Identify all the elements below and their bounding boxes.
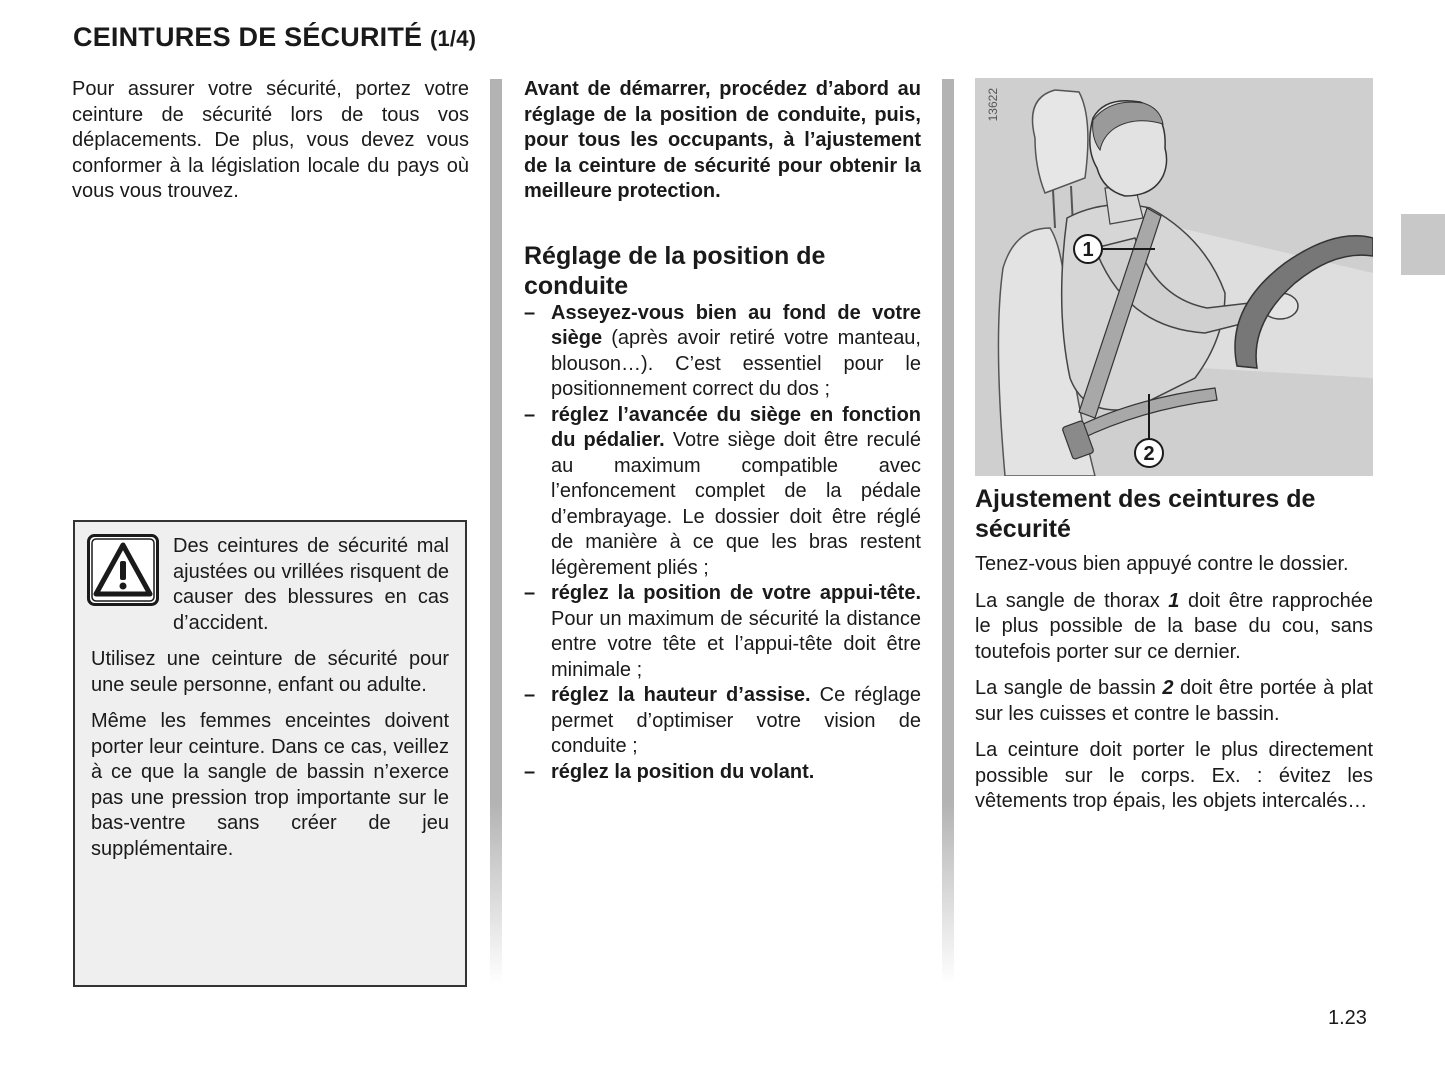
column-separator-2 <box>942 79 954 984</box>
list-item <box>524 581 921 683</box>
callout-1: 1 <box>1082 239 1094 261</box>
section-heading-belt-adjustment: Ajustement des ceintures de sécurité <box>975 485 1316 543</box>
list-item <box>524 760 921 786</box>
list-item-bold: réglez l’avancée du siège en fonction du pédalier. <box>551 403 921 451</box>
list-item <box>524 403 921 582</box>
list-item <box>524 683 921 760</box>
text-span: doit être portée à plat sur les cuisses et contre le bassin. <box>975 677 1373 725</box>
text-span: La sangle de bassin <box>975 677 1163 699</box>
list-item-text: Ce réglage permet d’optimiser votre vision de conduite ; <box>551 684 921 757</box>
callout-2: 2 <box>1143 443 1155 465</box>
text-span: doit être rapprochée le plus possible de la base du cou, sans toutefois porter sur ce dernier. <box>975 589 1373 663</box>
warning-triangle-icon <box>87 534 159 606</box>
body-paragraph-3 <box>975 676 1373 727</box>
page-title <box>73 22 476 53</box>
text-span: La sangle de thorax <box>975 589 1169 612</box>
chapter-tab <box>1401 214 1445 275</box>
page-number: 1.23 <box>1328 1007 1367 1029</box>
body-paragraph-1: Tenez-vous bien appuyé contre le dossier. <box>975 553 1349 575</box>
list-item-bold: réglez la position du volant. <box>551 760 815 783</box>
seatbelt-illustration <box>975 78 1373 476</box>
list-item-text: Votre siège doit être reculé au maximum compatible avec l’enfoncement complet de la pédale d’embrayage. Le dossier doit être réglé de manière à ce que les bras restent légèrement pliés ; <box>551 429 921 579</box>
driver-drawing <box>975 78 1373 476</box>
list-item-text: (après avoir retiré votre manteau, blouson…). C’est essentiel pour le positionnement correct du dos ; <box>551 327 921 400</box>
list-item-bold: Asseyez-vous bien au fond de votre siège <box>551 301 921 349</box>
column-separator-1 <box>490 79 502 984</box>
column-3 <box>975 78 1373 815</box>
callout-ref-2: 2 <box>1162 677 1174 699</box>
intro-paragraph: Pour assurer votre sécurité, portez votre ceinture de sécurité lors de tous vos déplacements. De plus, vous devez vous conformer à la législation locale du pays où vous vous trouvez. <box>72 78 469 202</box>
callout-ref-1: 1 <box>1168 589 1180 612</box>
adjustment-list <box>524 301 921 786</box>
section-heading-driving-position: Réglage de la position de conduite <box>524 241 826 300</box>
warning-paragraph-3: Même les femmes enceintes doivent porter leur ceinture. Dans ce cas, veillez à ce que la sangle de bassin n’exerce pas une pression trop importante sur le bas-ventre sans créer de jeu supplémentaire. <box>91 710 449 860</box>
warning-paragraph-2: Utilisez une ceinture de sécurité pour une seule personne, enfant ou adulte. <box>91 648 449 696</box>
intro-bold-paragraph: Avant de démarrer, procédez d’abord au réglage de la position de conduite, puis, pour tous les occupants, à l’ajustement de la ceinture de sécurité pour obtenir la meilleure protection. <box>524 78 921 202</box>
body-paragraph-2 <box>975 589 1373 666</box>
warning-paragraph-1: Des ceintures de sécurité mal ajustées ou vrillées risquent de causer des blessures en cas d’accident. <box>173 535 449 634</box>
column-2 <box>524 77 921 785</box>
list-item-text: Pour un maximum de sécurité la distance entre votre tête et l’appui-tête doit être minimale ; <box>551 607 921 681</box>
list-item <box>524 301 921 403</box>
figure-code: 13622 <box>986 88 1000 122</box>
list-item-bold: réglez la hauteur d’assise. <box>551 684 811 706</box>
body-paragraph-4: La ceinture doit porter le plus directement possible sur le corps. Ex. : évitez les vêtements trop épais, les objets intercalés… <box>975 739 1373 812</box>
warning-box <box>73 520 467 987</box>
title-part: (1/4) <box>429 26 477 51</box>
title-main: CEINTURES DE SÉCURITÉ <box>73 22 423 52</box>
column-1 <box>72 77 469 205</box>
list-item-bold: réglez la position de votre appui-tête. <box>551 582 921 604</box>
